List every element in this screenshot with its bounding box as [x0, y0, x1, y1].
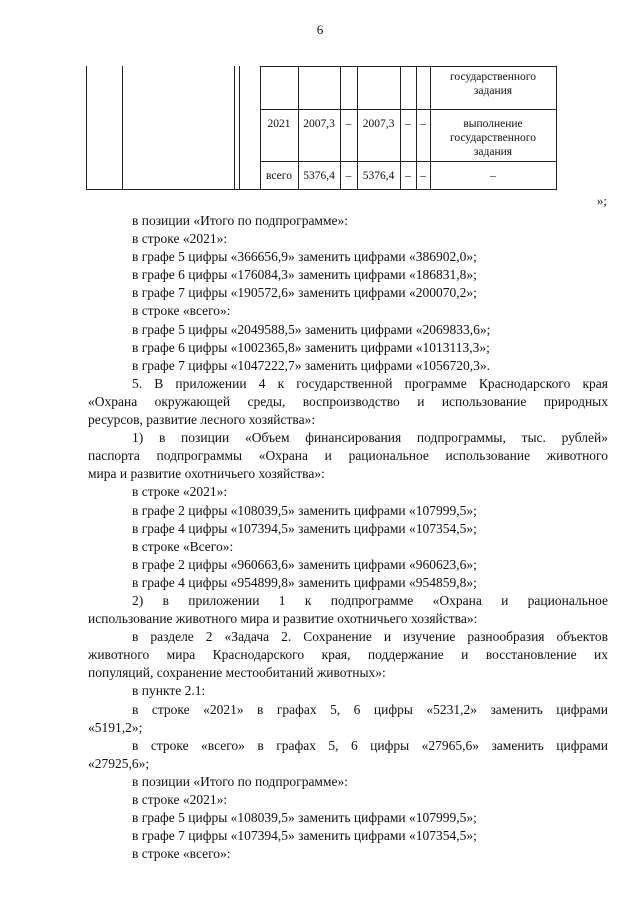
text-line: популяций, сохранение местообитаний животных»: — [88, 665, 386, 681]
text-line: в графе 7 цифры «190572,6» заменить цифрами «200070,2»; — [132, 285, 477, 301]
text-line: в графе 4 цифры «954899,8» заменить цифрами «954859,8»; — [132, 574, 477, 590]
text-line: в строке «всего» в графах 5, 6 цифры «27965,6» заменить цифрами — [132, 737, 608, 753]
table-cell: – — [345, 118, 352, 130]
table-cell: – — [405, 118, 411, 130]
table-cell: 5376,4 — [362, 170, 395, 182]
text-line: в графе 5 цифры «108039,5» заменить цифрами «107999,5»; — [132, 810, 477, 826]
table-cell: – — [420, 118, 426, 130]
closing-quote: »; — [596, 193, 607, 208]
text-line: в строке «2021»: — [132, 231, 228, 247]
text-line: в графе 6 цифры «1002365,8» заменить цифрами «1013113,3»; — [132, 339, 490, 355]
table-cell: 5376,4 — [303, 170, 335, 182]
text-line: 5. В приложении 4 к государственной программе Краснодарского края — [132, 375, 608, 391]
text-line: животного мира Краснодарского края, поддержание и восстановление их — [88, 647, 608, 663]
text-line: «Охрана окружающей среды, воспроизводство и использование природных — [88, 393, 608, 409]
text-line: в пункте 2.1: — [132, 683, 206, 699]
text-line: в графе 5 цифры «366656,9» заменить цифрами «386902,0»; — [132, 249, 477, 265]
text-line: в графе 7 цифры «1047222,7» заменить цифрами «1056720,3». — [132, 357, 490, 373]
document-body — [88, 212, 608, 863]
table-rule — [556, 66, 557, 190]
text-line: в строке «всего»: — [132, 846, 231, 862]
table-cell: 2021 — [267, 118, 291, 130]
text-line: в графе 2 цифры «960663,6» заменить цифрами «960623,6»; — [132, 556, 477, 572]
table-rule — [234, 66, 235, 190]
page-number: 6 — [316, 22, 324, 37]
text-line: в графе 7 цифры «107394,5» заменить цифрами «107354,5»; — [132, 828, 477, 844]
table-cell: 2007,3 — [303, 118, 335, 130]
table-cell: 2007,3 — [362, 118, 395, 130]
text-line: 1) в позиции «Объем финансирования подпрограммы, тыс. рублей» — [132, 430, 608, 446]
text-line: в графе 2 цифры «108039,5» заменить цифрами «107999,5»; — [132, 502, 477, 518]
table-cell: – — [405, 170, 411, 182]
text-line: в позиции «Итого по подпрограмме»: — [132, 213, 349, 228]
table-cell: государственного задания — [450, 71, 536, 97]
text-line: в строке «Всего»: — [132, 538, 234, 554]
table-rule — [260, 109, 557, 110]
text-line: паспорта подпрограммы «Охрана и рациональное использование животного — [88, 448, 608, 464]
table-rule — [86, 66, 87, 190]
table-rule — [86, 189, 557, 190]
table-rule — [260, 161, 557, 162]
text-line: в строке «2021»: — [132, 792, 228, 807]
text-line: ресурсов, развитие лесного хозяйства»: — [88, 412, 316, 428]
text-line: в строке «всего»: — [132, 303, 231, 319]
text-line: мира и развитие охотничьего хозяйства»: — [88, 466, 325, 482]
table-cell: – — [345, 170, 352, 182]
table-cell: выполнение государственного задания — [450, 118, 536, 158]
table-rule — [122, 66, 123, 190]
table-cell: – — [420, 170, 426, 182]
text-line: в графе 5 цифры «2049588,5» заменить цифрами «2069833,6»; — [132, 321, 491, 337]
table-fragment — [86, 66, 594, 190]
text-line: в строке «2021» в графах 5, 6 цифры «5231,2» заменить цифрами — [132, 701, 608, 717]
text-line: в разделе 2 «Задача 2. Сохранение и изучение разнообразия объектов — [132, 629, 608, 645]
text-line: 2) в приложении 1 к подпрограмме «Охрана и рациональное — [132, 592, 608, 608]
text-line: в графе 4 цифры «107394,5» заменить цифрами «107354,5»; — [132, 520, 477, 536]
table-cell: – — [490, 170, 496, 182]
text-line: «27925,6»; — [88, 755, 150, 771]
text-line: в позиции «Итого по подпрограмме»: — [132, 773, 349, 789]
table-rule — [260, 66, 557, 67]
text-line: в графе 6 цифры «176084,3» заменить цифрами «186831,8»; — [132, 267, 477, 283]
table-cell: всего — [266, 170, 292, 182]
text-line: использование животного мира и развитие охотничьего хозяйства»: — [88, 611, 478, 627]
text-line: «5191,2»; — [88, 719, 143, 735]
text-line: в строке «2021»: — [132, 484, 228, 500]
table-rule — [239, 66, 240, 190]
